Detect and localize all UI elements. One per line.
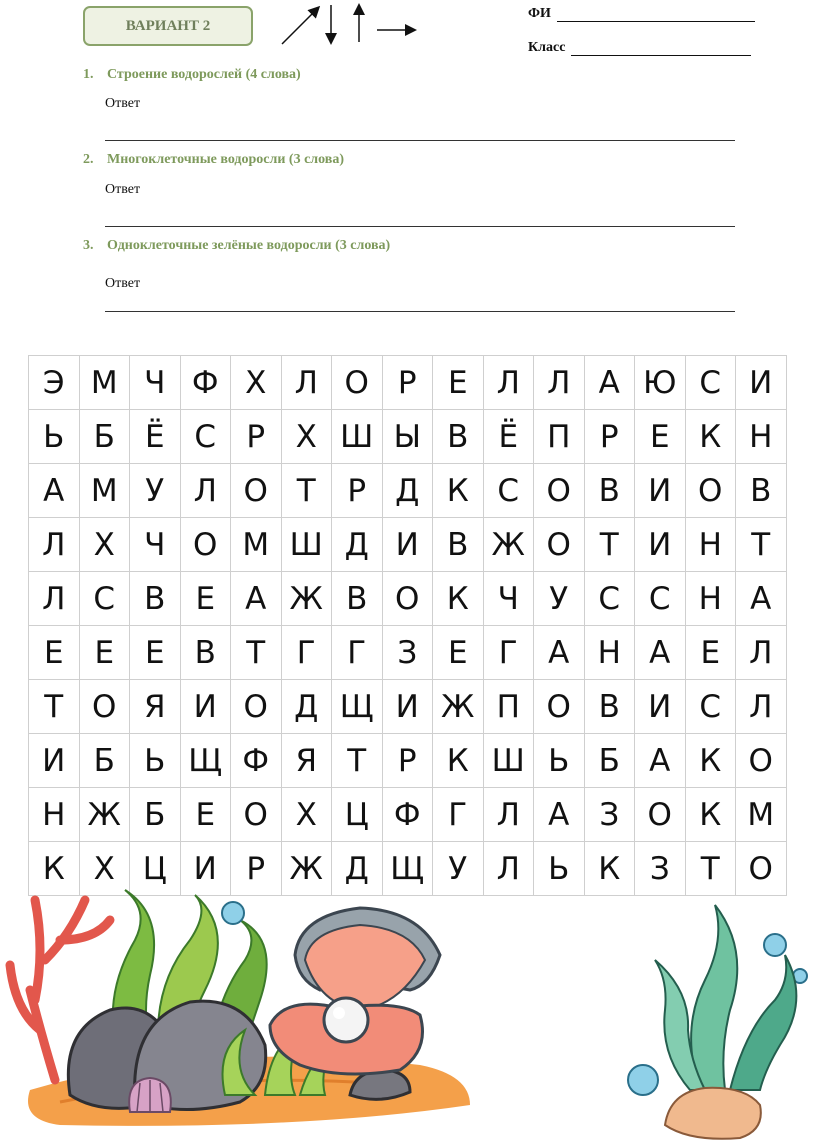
grid-cell[interactable]: Ь [29,410,80,464]
grid-cell[interactable]: Ю [635,356,686,410]
grid-cell[interactable]: К [433,464,484,518]
grid-cell[interactable]: О [332,356,383,410]
grid-cell[interactable]: Л [29,572,80,626]
grid-cell[interactable]: Ш [484,734,535,788]
grid-cell[interactable]: И [635,518,686,572]
grid-cell[interactable]: Ш [282,518,333,572]
grid-cell[interactable]: К [686,410,737,464]
question-text: Многоклеточные водоросли (3 слова) [107,152,345,167]
variant-label: ВАРИАНТ 2 [125,17,211,34]
grid-cell[interactable]: Л [282,356,333,410]
grid-cell[interactable]: Щ [383,842,434,896]
arrow-up-right-icon [282,8,318,44]
grid-cell[interactable]: Ж [433,680,484,734]
grid-cell[interactable]: Б [80,734,131,788]
grid-cell[interactable]: А [534,788,585,842]
grid-cell[interactable]: М [80,356,131,410]
fi-field [528,6,755,22]
grid-cell[interactable]: Ч [130,356,181,410]
grid-cell[interactable]: А [736,572,787,626]
rock-icon [665,1088,761,1139]
direction-arrows [278,0,418,50]
grid-cell[interactable]: Ц [332,788,383,842]
grid-cell[interactable]: Д [282,680,333,734]
question-text: Одноклеточные зелёные водоросли (3 слова) [107,238,391,253]
grid-cell[interactable]: О [231,788,282,842]
grid-cell[interactable]: П [484,680,535,734]
seashell-icon [129,1078,171,1112]
grid-cell[interactable]: Т [686,842,737,896]
grid-cell[interactable]: З [383,626,434,680]
grid-cell[interactable]: К [686,734,737,788]
class-input-line[interactable] [571,42,751,56]
grid-cell[interactable]: И [635,464,686,518]
grid-cell[interactable]: Х [282,788,333,842]
grid-cell[interactable]: Г [332,626,383,680]
grid-cell[interactable]: С [635,572,686,626]
grid-cell[interactable]: Ф [181,356,232,410]
grid-cell[interactable]: Т [282,464,333,518]
grid-cell[interactable]: П [534,410,585,464]
sea-floor-illustration [0,880,816,1146]
fi-label: ФИ [528,6,551,21]
grid-cell[interactable]: У [534,572,585,626]
grid-cell[interactable]: А [635,626,686,680]
answer-line-2[interactable] [105,226,735,227]
question-1 [83,67,301,83]
grid-cell[interactable]: А [231,572,282,626]
grid-cell[interactable]: В [332,572,383,626]
grid-cell[interactable]: С [484,464,535,518]
answer-label: Ответ [105,96,141,111]
grid-cell[interactable]: Ж [282,842,333,896]
grid-cell[interactable]: Е [80,626,131,680]
grid-cell[interactable]: Л [484,788,535,842]
grid-cell[interactable]: Т [585,518,636,572]
seaweed-icon [655,905,796,1090]
class-field [528,40,751,56]
grid-cell[interactable]: Е [635,410,686,464]
grid-cell[interactable]: Б [130,788,181,842]
grid-cell[interactable]: З [635,842,686,896]
grid-cell[interactable]: Р [332,464,383,518]
grid-cell[interactable]: В [433,410,484,464]
grid-cell[interactable]: З [585,788,636,842]
grid-cell[interactable]: Е [181,572,232,626]
grid-cell[interactable]: И [736,356,787,410]
grid-cell[interactable]: Р [231,410,282,464]
grid-cell[interactable]: О [181,518,232,572]
grid-cell[interactable]: Ч [130,518,181,572]
grid-cell[interactable]: И [383,680,434,734]
grid-cell[interactable]: Ь [534,734,585,788]
grid-cell[interactable]: С [686,680,737,734]
grid-cell[interactable]: И [181,680,232,734]
grid-cell[interactable]: В [181,626,232,680]
grid-cell[interactable]: Д [332,518,383,572]
grid-cell[interactable]: Ж [484,518,535,572]
fi-input-line[interactable] [557,8,755,22]
grid-cell[interactable]: Д [383,464,434,518]
grid-cell[interactable]: О [534,464,585,518]
grid-cell[interactable]: Х [80,518,131,572]
grid-cell[interactable]: Е [130,626,181,680]
grid-cell[interactable]: О [635,788,686,842]
grid-cell[interactable]: Т [29,680,80,734]
grid-cell[interactable]: К [433,572,484,626]
grid-cell[interactable]: Щ [332,680,383,734]
grid-cell[interactable]: Ч [484,572,535,626]
grid-cell[interactable]: Л [181,464,232,518]
grid-cell[interactable]: Е [433,356,484,410]
grid-cell[interactable]: К [433,734,484,788]
grid-cell[interactable]: Н [686,518,737,572]
grid-cell[interactable]: А [585,356,636,410]
grid-cell[interactable]: Ж [80,788,131,842]
grid-cell[interactable]: С [181,410,232,464]
grid-cell[interactable]: Г [484,626,535,680]
grid-cell[interactable]: Ь [130,734,181,788]
grid-cell[interactable]: И [181,842,232,896]
question-text: Строение водорослей (4 слова) [107,67,301,82]
grid-cell[interactable]: Б [585,734,636,788]
grid-cell[interactable]: В [130,572,181,626]
grid-cell[interactable]: М [80,464,131,518]
grid-cell[interactable]: Ц [130,842,181,896]
grid-cell[interactable]: О [231,464,282,518]
grid-cell[interactable]: Е [181,788,232,842]
grid-cell[interactable]: Е [29,626,80,680]
grid-cell[interactable]: С [686,356,737,410]
grid-cell[interactable]: Д [332,842,383,896]
grid-cell[interactable]: Р [383,356,434,410]
grid-cell[interactable]: Я [282,734,333,788]
answer-line-3[interactable] [105,311,735,312]
grid-cell[interactable]: Е [686,626,737,680]
grid-cell[interactable]: Ы [383,410,434,464]
grid-cell[interactable]: К [29,842,80,896]
grid-cell[interactable]: О [383,572,434,626]
grid-cell[interactable]: Я [130,680,181,734]
question-number: 3. [83,238,94,253]
grid-cell[interactable]: А [635,734,686,788]
answer-line-1[interactable] [105,140,735,141]
question-number: 1. [83,67,94,82]
grid-cell[interactable]: В [433,518,484,572]
grid-cell[interactable]: Л [736,626,787,680]
grid-cell[interactable]: О [231,680,282,734]
grid-cell[interactable]: О [686,464,737,518]
question-3 [83,238,390,254]
grid-cell[interactable]: Н [29,788,80,842]
grid-cell[interactable]: К [585,842,636,896]
grid-cell[interactable]: Х [282,410,333,464]
grid-cell[interactable]: У [433,842,484,896]
grid-cell[interactable]: Щ [181,734,232,788]
grid-cell[interactable]: Л [736,680,787,734]
grid-cell[interactable]: А [29,464,80,518]
grid-cell[interactable]: Н [736,410,787,464]
grid-cell[interactable]: Ж [282,572,333,626]
grid-cell[interactable]: Э [29,356,80,410]
grid-cell[interactable]: И [29,734,80,788]
question-number: 2. [83,152,94,167]
class-label: Класс [528,40,566,55]
word-search-grid [28,355,787,896]
grid-cell[interactable]: Ф [231,734,282,788]
grid-cell[interactable]: К [686,788,737,842]
grid-cell[interactable]: Р [231,842,282,896]
grid-cell[interactable]: Т [231,626,282,680]
grid-cell[interactable]: Ш [332,410,383,464]
grid-cell[interactable]: И [635,680,686,734]
grid-cell[interactable]: Г [282,626,333,680]
grid-cell[interactable]: Н [686,572,737,626]
grid-cell[interactable]: Л [484,842,535,896]
oyster-with-pearl-icon [270,908,440,1074]
grid-cell[interactable]: О [736,734,787,788]
grid-cell[interactable]: М [231,518,282,572]
grid-cell[interactable]: Х [80,842,131,896]
grid-cell[interactable]: С [585,572,636,626]
grid-cell[interactable]: А [534,626,585,680]
grid-cell[interactable]: В [585,464,636,518]
grid-cell[interactable]: О [736,842,787,896]
grid-cell[interactable]: С [80,572,131,626]
grid-cell[interactable]: Ё [484,410,535,464]
grid-cell[interactable]: Г [433,788,484,842]
grid-cell[interactable]: Л [29,518,80,572]
grid-cell[interactable]: О [80,680,131,734]
grid-cell[interactable]: Н [585,626,636,680]
grid-cell[interactable]: О [534,680,585,734]
grid-cell[interactable]: Ф [383,788,434,842]
grid-cell[interactable]: В [736,464,787,518]
grid-cell[interactable]: М [736,788,787,842]
grid-cell[interactable]: Р [383,734,434,788]
answer-label: Ответ [105,276,141,291]
grid-cell[interactable]: У [130,464,181,518]
grid-cell[interactable]: Т [332,734,383,788]
grid-cell[interactable]: О [534,518,585,572]
grid-cell[interactable]: Т [736,518,787,572]
answer-label: Ответ [105,182,141,197]
grid-cell[interactable]: Б [80,410,131,464]
grid-cell[interactable]: Л [534,356,585,410]
grid-cell[interactable]: И [383,518,434,572]
grid-cell[interactable]: Е [433,626,484,680]
grid-cell[interactable]: Ь [534,842,585,896]
question-2 [83,152,344,168]
grid-cell[interactable]: В [585,680,636,734]
grid-cell[interactable]: Х [231,356,282,410]
grid-cell[interactable]: Л [484,356,535,410]
grid-cell[interactable]: Р [585,410,636,464]
grid-cell[interactable]: Ё [130,410,181,464]
variant-box [83,6,253,46]
